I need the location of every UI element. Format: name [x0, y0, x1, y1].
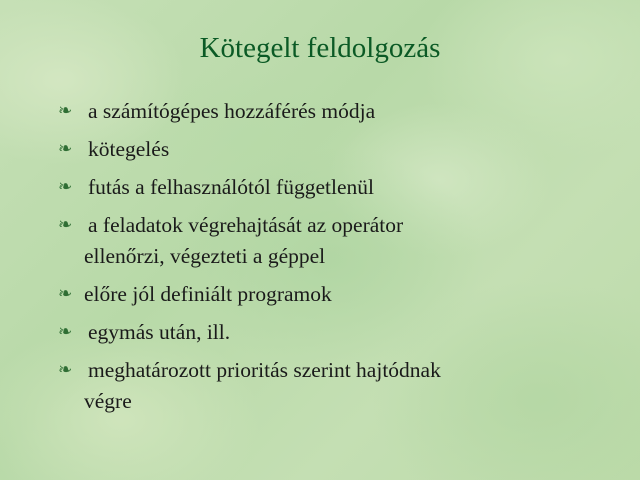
bullet-text: előre jól definiált programok: [84, 282, 332, 306]
floral-bullet-icon: ❧: [58, 284, 73, 304]
bullet-item: [58, 96, 618, 127]
floral-bullet-icon: ❧: [58, 101, 73, 121]
bullet-list: [58, 96, 618, 424]
floral-bullet-icon: ❧: [58, 360, 73, 380]
bullet-text-continuation: végre: [84, 389, 132, 413]
floral-bullet-icon: ❧: [58, 215, 73, 235]
bullet-text: a számítógépes hozzáférés módja: [88, 99, 376, 123]
bullet-item: [58, 355, 618, 417]
bullet-text: egymás után, ill.: [88, 320, 231, 344]
bullet-item: [58, 210, 618, 272]
bullet-item: [58, 134, 618, 165]
floral-bullet-icon: ❧: [58, 322, 73, 342]
slide-title: Kötegelt feldolgozás: [199, 32, 441, 64]
bullet-text: a feladatok végrehajtását az operátor: [88, 213, 404, 237]
bullet-item: [58, 317, 618, 348]
floral-bullet-icon: ❧: [58, 139, 73, 159]
bullet-text: kötegelés: [88, 137, 170, 161]
bullet-text: futás a felhasználótól függetlenül: [88, 175, 374, 199]
bullet-item: [58, 279, 618, 310]
bullet-item: [58, 172, 618, 203]
bullet-text-continuation: ellenőrzi, végezteti a géppel: [84, 244, 326, 268]
floral-bullet-icon: ❧: [58, 177, 73, 197]
bullet-text: meghatározott prioritás szerint hajtódnak: [88, 358, 441, 382]
